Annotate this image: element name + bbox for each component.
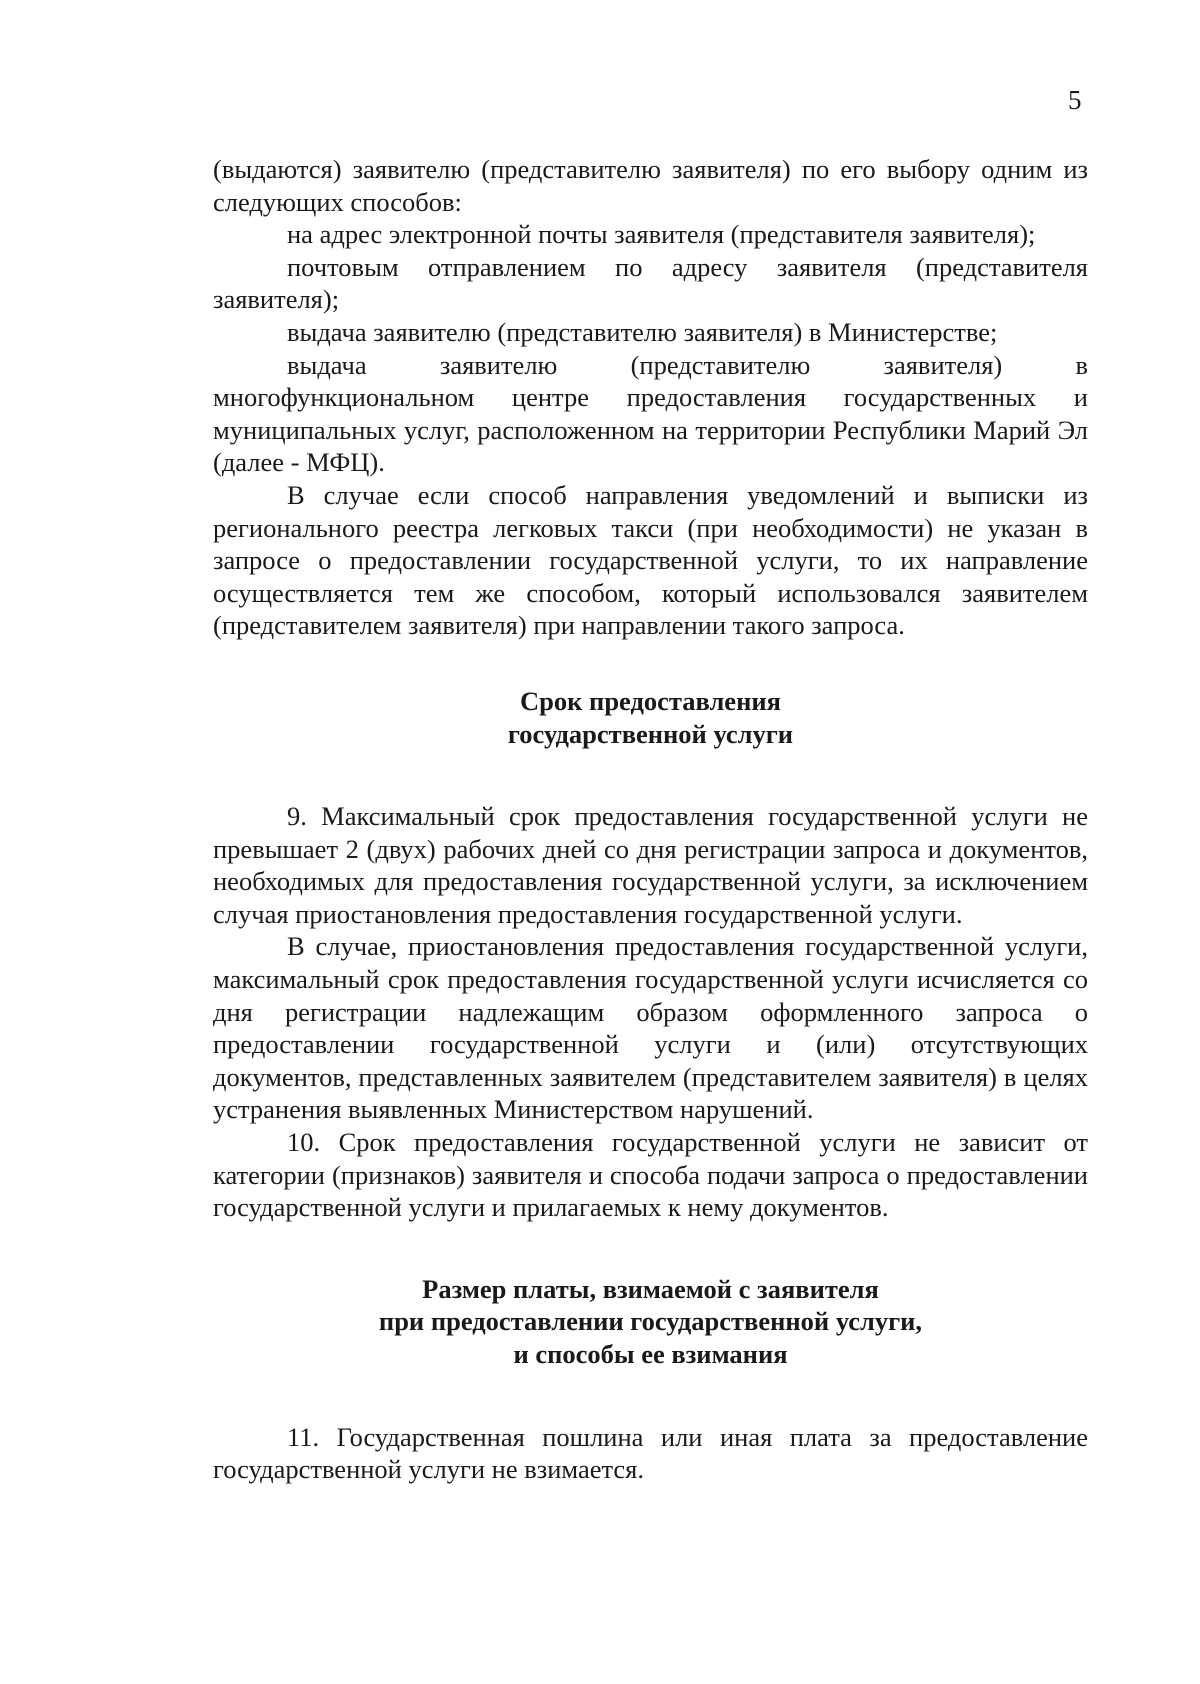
section-heading-fee-line-2: при предоставлении государственной услуги,	[378, 1306, 923, 1337]
paragraph-suspension: В случае, приостановления предоставления государственной услуги, максимальный срок предоставления государственной услуги исчисляется со дня регистрации надлежащим образом оформленного запроса о предоставлении государственной услуги и (или) отсутствующих документов, представленных заявителем (представителем заявителя) в целях устранения выявленных Министерством нарушений.	[213, 931, 1088, 1125]
list-item-post: почтовым отправлением по адресу заявителя (представителя заявителя);	[213, 251, 1088, 315]
document-body	[213, 153, 1088, 1486]
list-item-mfc: выдача заявителю (представителю заявителя) в многофункциональном центре предоставления государственных и муниципальных услуг, расположенном на территории Республики Марий Эл (далее - МФЦ).	[213, 349, 1088, 478]
paragraph-delivery-intro: (выдаются) заявителю (представителю заявителя) по его выбору одним из следующих способов:	[213, 154, 1088, 217]
section-heading-fee	[213, 1273, 1088, 1371]
paragraph-item-9: 9. Максимальный срок предоставления государственной услуги не превышает 2 (двух) рабочих дней со дня регистрации запроса и документов, необходимых для предоставления государственной услуги, за исключением случая приостановления предоставления государственной услуги.	[213, 801, 1088, 929]
section-heading-term-line-2: государственной услуги	[507, 718, 794, 749]
section-heading-fee-line-3: и способы ее взимания	[513, 1339, 788, 1369]
list-item-email: на адрес электронной почты заявителя (представителя заявителя);	[287, 219, 1036, 250]
section-heading-term	[213, 685, 1088, 750]
page-number: 5	[1068, 85, 1082, 115]
section-heading-fee-line-1: Размер платы, взимаемой с заявителя	[422, 1273, 879, 1304]
paragraph-item-10: 10. Срок предоставления государственной услуги не зависит от категории (признаков) заявителя и способа подачи запроса о предоставлении государственной услуги и прилагаемых к нему документов.	[213, 1127, 1088, 1223]
paragraph-default-method: В случае если способ направления уведомлений и выписки из регионального реестра легковых такси (при необходимости) не указан в запросе о предоставлении государственной услуги, то их направление осуществляется тем же способом, который использовался заявителем (представителем заявителя) при направлении такого запроса.	[213, 479, 1088, 641]
section-heading-term-line-1: Срок предоставления	[520, 685, 781, 716]
paragraph-item-11: 11. Государственная пошлина или иная плата за предоставление государственной услуги не взимается.	[213, 1421, 1088, 1485]
list-item-ministry: выдача заявителю (представителю заявителя) в Министерстве;	[287, 316, 998, 347]
